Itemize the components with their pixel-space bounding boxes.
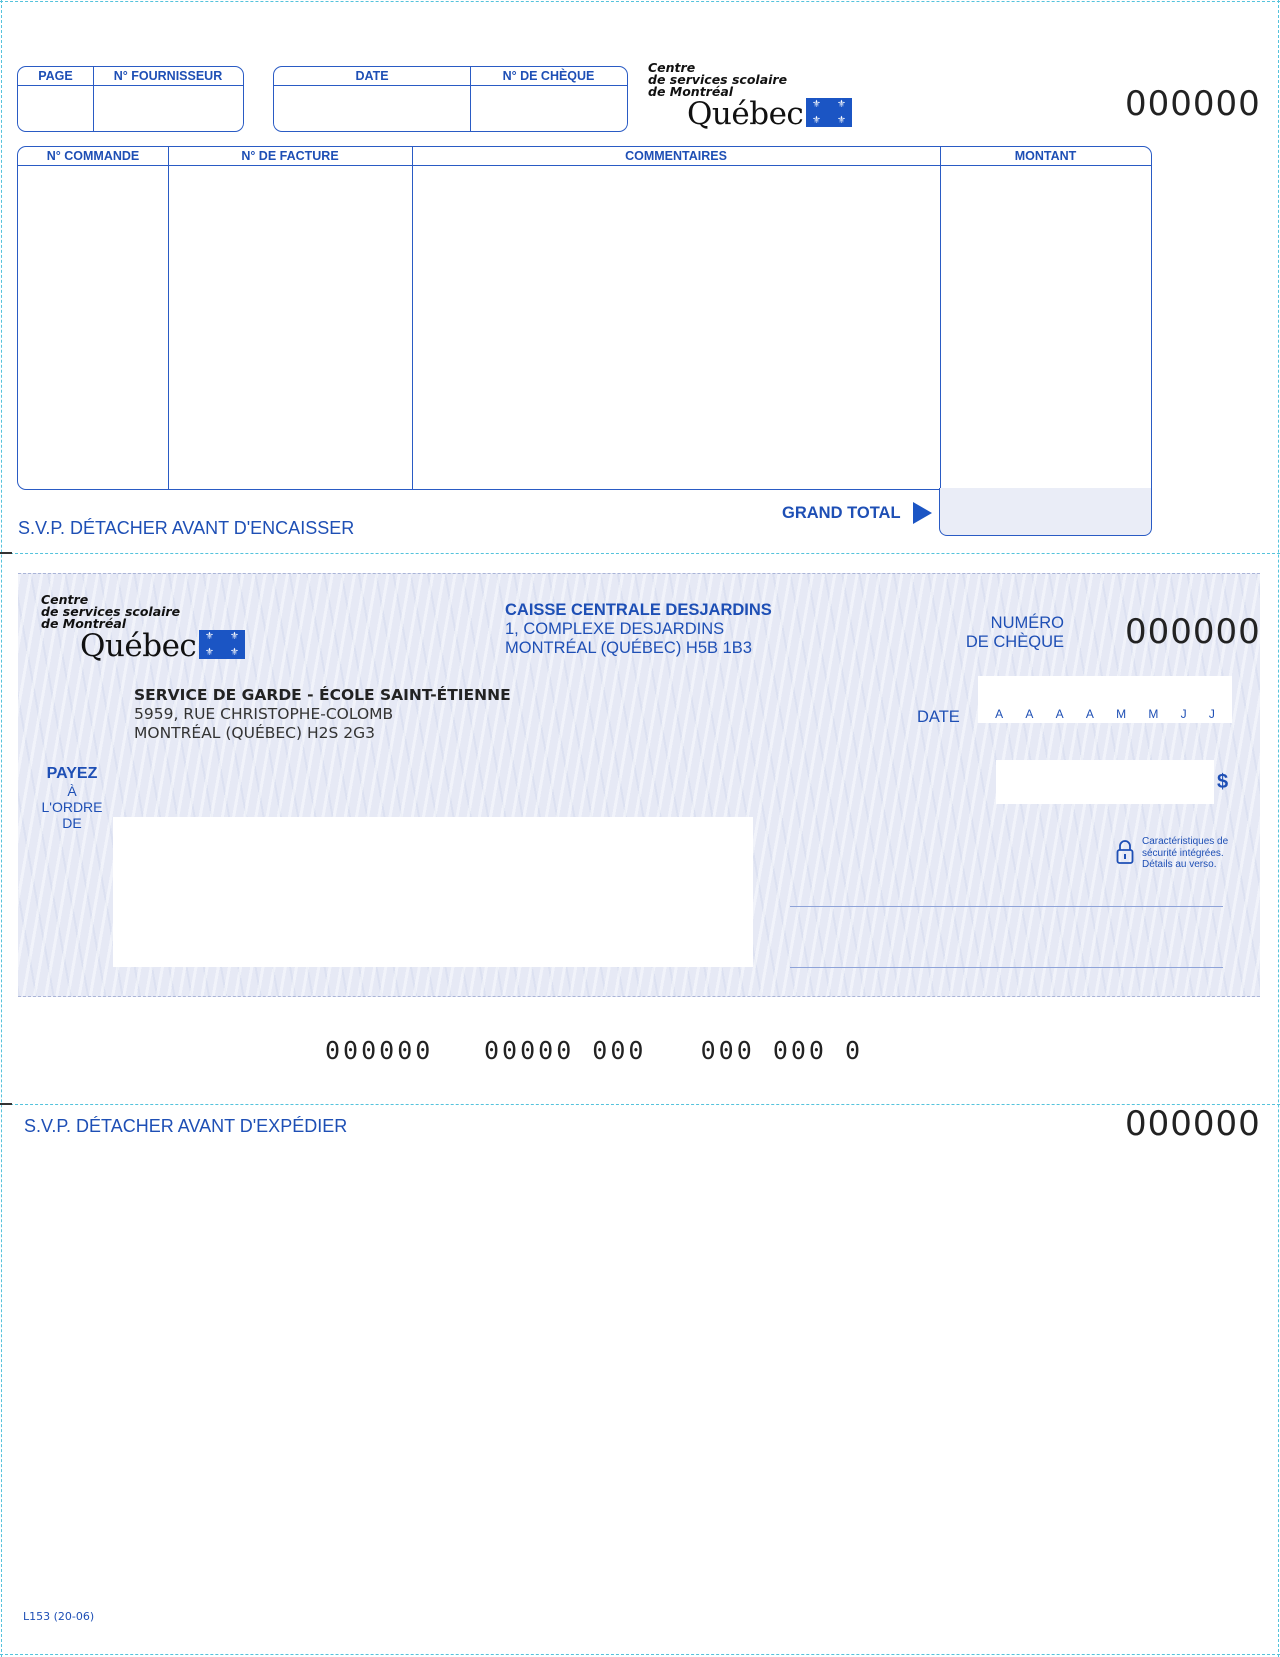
currency-symbol: $ (1217, 771, 1229, 793)
perforation-top (0, 553, 1280, 554)
logo-wordmark: Québec (687, 96, 804, 132)
detach-before-cashing: S.V.P. DÉTACHER AVANT D'ENCAISSER (18, 518, 355, 538)
stub-cheque-number: 000000 (1125, 84, 1261, 124)
bottom-cheque-number: 000000 (1125, 1104, 1261, 1144)
detach-before-sending: S.V.P. DÉTACHER AVANT D'EXPÉDIER (24, 1116, 348, 1136)
security-features-note: Caractéristiques de sécurité intégrées. Détails au verso. (1142, 836, 1229, 870)
bank-address-line2: MONTRÉAL (QUÉBEC) H5B 1B3 (505, 639, 752, 657)
cheque-no-label: N° DE CHÈQUE (502, 69, 595, 83)
cheque-number-label: NUMÉRO DE CHÈQUE (965, 614, 1064, 651)
perforation-tick (0, 1103, 12, 1105)
date-format-letters: A A A A M M J J (995, 707, 1215, 721)
amount-field[interactable] (996, 760, 1214, 804)
bank-address-line1: 1, COMPLEXE DESJARDINS (505, 620, 725, 638)
date-cheque-box (273, 66, 628, 132)
col-order-no: N° COMMANDE (46, 149, 140, 163)
quebec-flag-icon: ⚜ ⚜ ⚜ ⚜ (806, 98, 852, 127)
bottom-guide-line (0, 1654, 1280, 1655)
cheque-number: 000000 (1125, 612, 1261, 652)
bank-name: CAISSE CENTRALE DESJARDINS (505, 601, 772, 619)
signature-line-1 (790, 906, 1223, 907)
right-guide-line (1278, 0, 1279, 1657)
date-label: DATE (355, 69, 389, 83)
quebec-flag-icon: ⚜ ⚜ ⚜ ⚜ (199, 630, 245, 659)
payer-address-line2: MONTRÉAL (QUÉBEC) H2S 2G3 (134, 724, 375, 742)
grand-total-field (939, 488, 1152, 536)
perforation-tick (0, 552, 12, 554)
logo-line2: de services scolaire (648, 72, 788, 87)
logo-line1: Centre (41, 592, 89, 607)
top-guide-line (0, 1, 1280, 2)
payer-address-line1: 5959, RUE CHRISTOPHE-COLOMB (134, 705, 394, 723)
micr-account-line: 00000 000 000 000 0 (484, 1036, 864, 1065)
padlock-icon (1116, 839, 1134, 865)
col-invoice-no: N° DE FACTURE (241, 149, 339, 163)
signature-line-2 (790, 967, 1223, 968)
logo-line2: de services scolaire (41, 604, 181, 619)
page-label: PAGE (38, 69, 73, 83)
items-table (17, 146, 1152, 490)
logo-line1: Centre (648, 60, 696, 75)
supplier-label: N° FOURNISSEUR (113, 69, 223, 83)
payer-name: SERVICE DE GARDE - ÉCOLE SAINT-ÉTIENNE (134, 686, 511, 704)
perforation-bottom (0, 1104, 1280, 1105)
cheque-date-field[interactable] (978, 676, 1232, 723)
cheque-date-label: DATE (917, 708, 960, 726)
micr-cheque-number: 000000 (325, 1036, 434, 1065)
logo-line3: de Montréal (648, 84, 734, 99)
logo-line3: de Montréal (41, 616, 127, 631)
form-code: L153 (20-06) (23, 1610, 95, 1623)
payee-field[interactable] (113, 817, 753, 967)
arrow-right-icon (911, 501, 933, 525)
grand-total-label: GRAND TOTAL (782, 504, 901, 522)
logo-wordmark: Québec (80, 628, 197, 664)
left-guide-line (1, 0, 2, 1657)
col-comments: COMMENTAIRES (625, 149, 727, 163)
col-amount: MONTANT (1014, 149, 1077, 163)
page-supplier-box (17, 66, 244, 132)
pay-to-order-label: PAYEZ À L'ORDRE DE (41, 765, 103, 831)
